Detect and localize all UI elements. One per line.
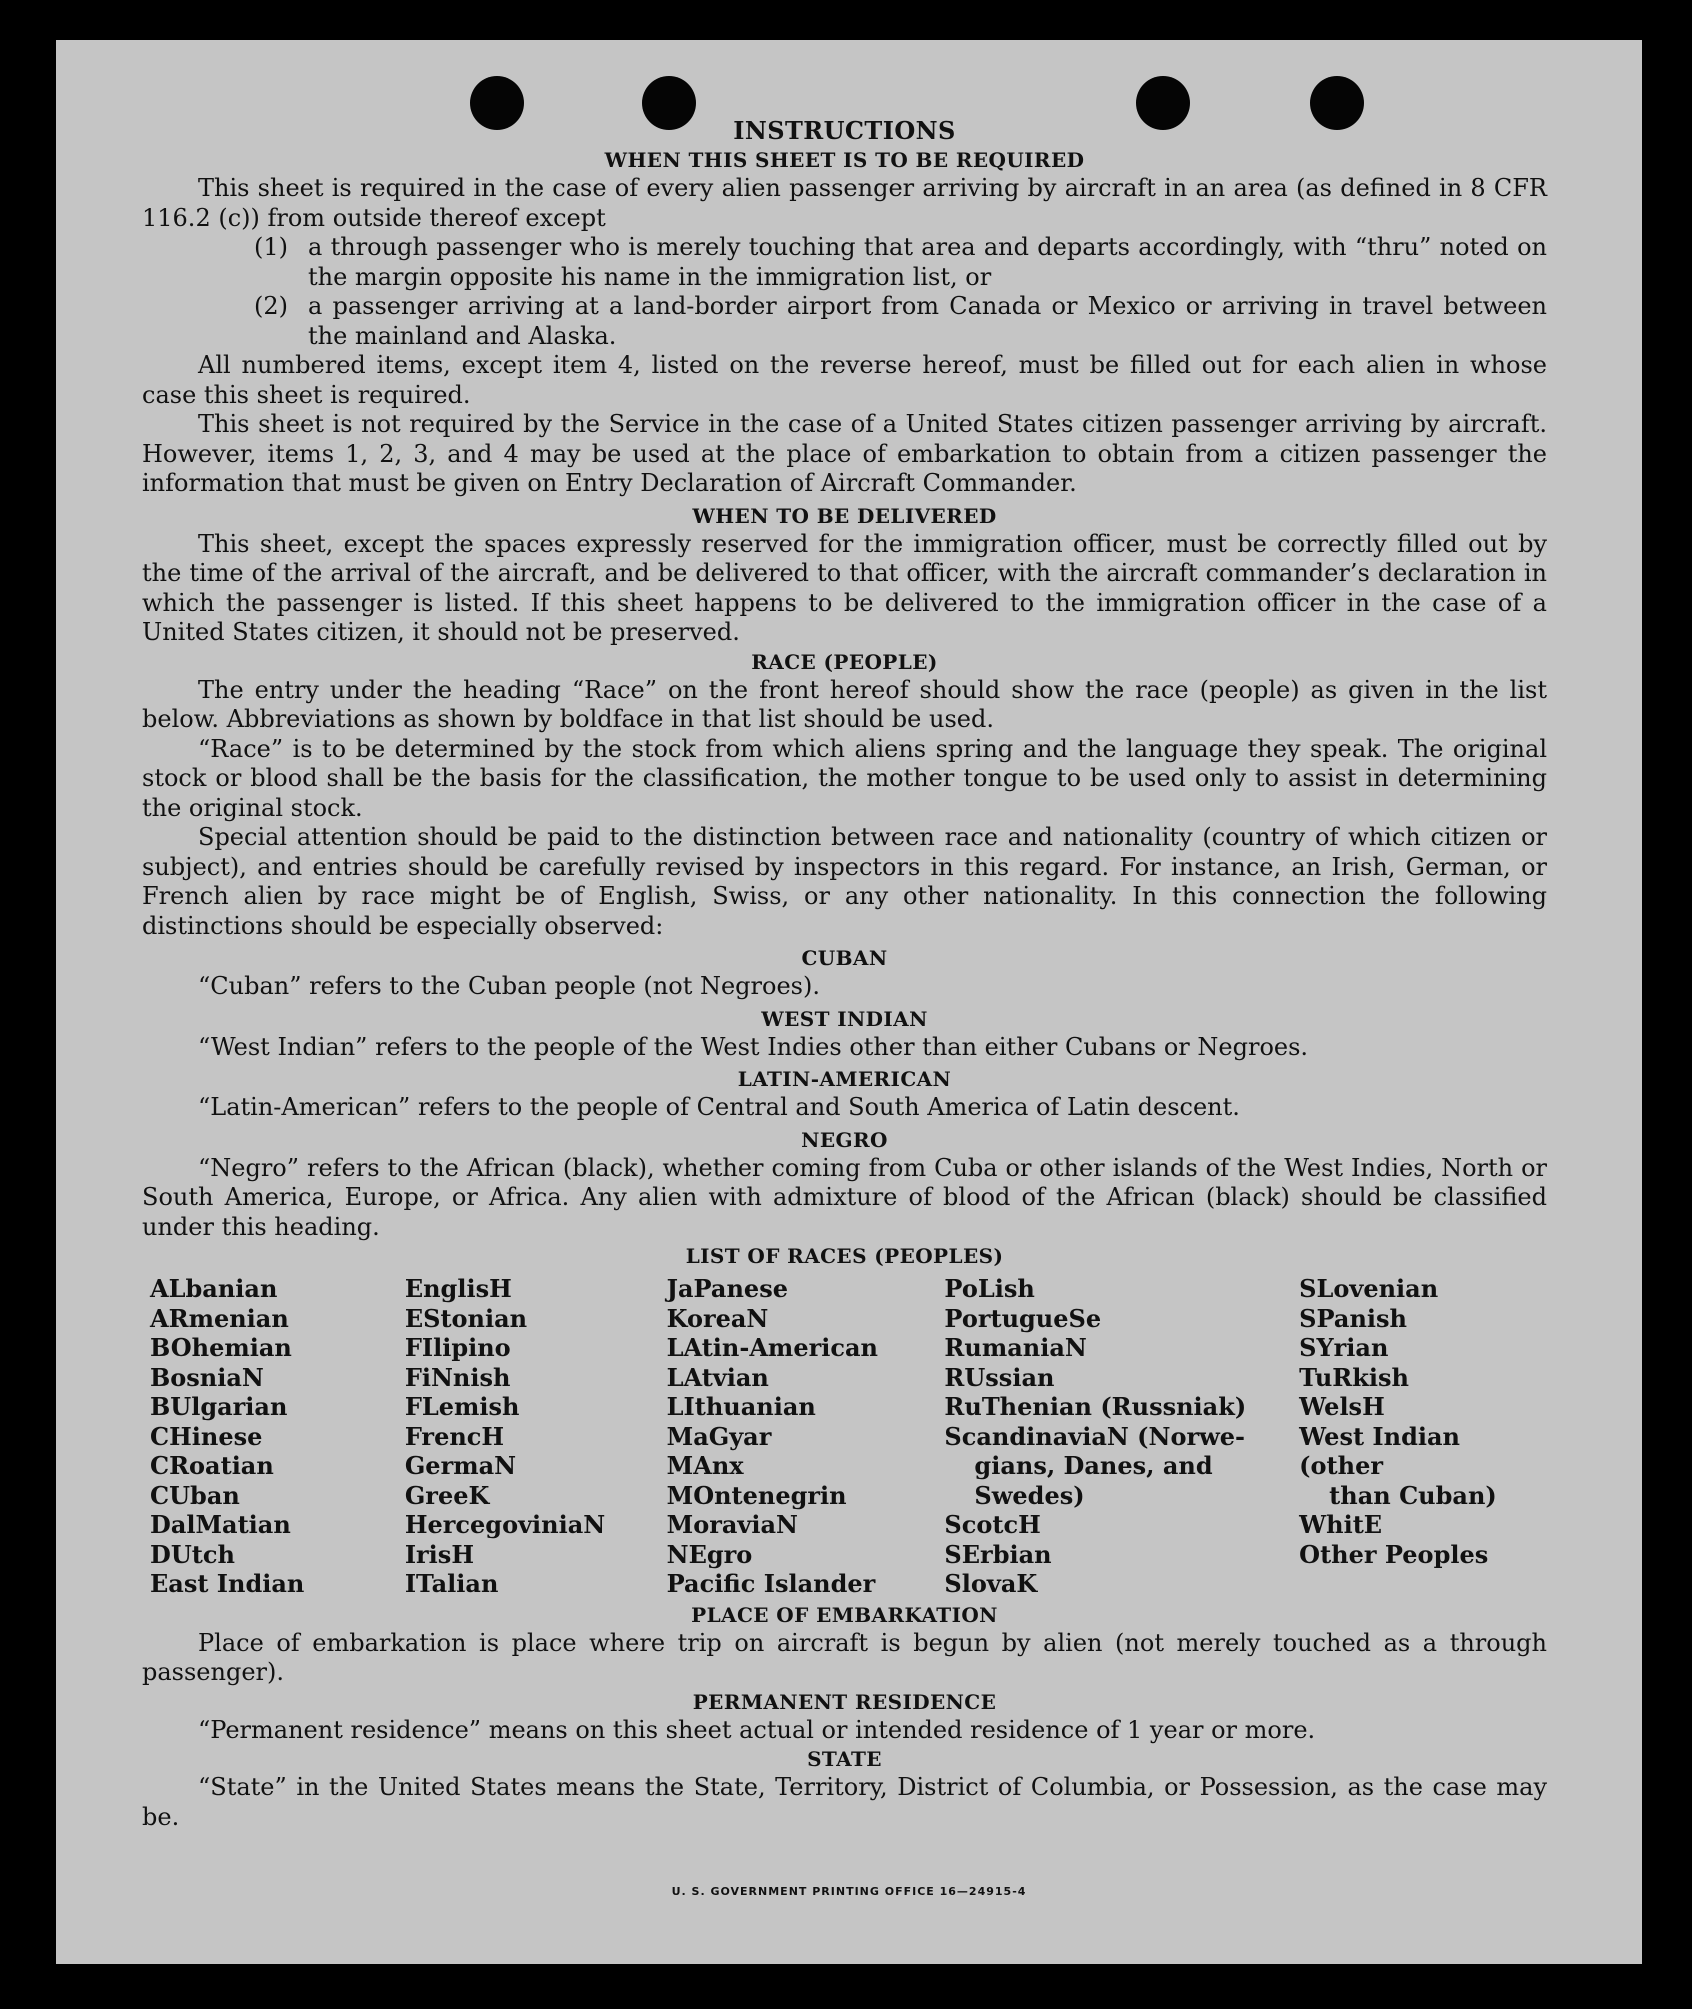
list-item: than Cuban) [1329,1480,1497,1510]
paragraph: “Race” is to be determined by the stock from which aliens spring and the language they speak. The original stock or blood shall be the basis for the classification, the mother tongue to be used only to assist in determining the original stock. [142,734,1547,822]
list-item: TuRkish [1299,1362,1409,1392]
section-heading: PLACE OF EMBARKATION [691,1602,998,1627]
section-heading: LATIN-AMERICAN [737,1067,952,1091]
list-item: East Indian [150,1569,305,1598]
list-item: gians, Danes, and [974,1451,1213,1480]
list-item: SlovaK [944,1569,1038,1598]
list-item: ScandinaviaN (Norwe- [944,1421,1246,1451]
list-item: SPanish [1299,1303,1407,1333]
section-heading: WEST INDIAN [761,1006,928,1031]
list-item: MaGyar [666,1421,772,1451]
paragraph: “Negro” refers to the African (black), whether coming from Cuba or other islands of the West Indies, North or South America, Europe, or Africa. Any alien with admixture of blood of the African (black) should be classified under this heading. [142,1153,1547,1241]
list-item: SLovenian [1299,1274,1439,1303]
list-item: SErbian [944,1539,1052,1569]
paragraph: Special attention should be paid to the distinction between race and nationality (country of which citizen or subject), and entries should be carefully revised by inspectors in this regard. For instance, an Irish, German, or French alien by race might be of English, Swiss, or any other nationality. In this connection the following distinctions should be especially observed: [142,823,1547,940]
section-heading: WHEN THIS SHEET IS TO BE REQUIRED [604,148,1085,172]
section-heading: STATE [807,1747,882,1771]
paragraph: This sheet is required in the case of every alien passenger arriving by aircraft in an area (as defined in 8 CFR 116.2 (c)) from outside thereof except [142,174,1547,232]
list-item: MOntenegrin [666,1480,847,1510]
list-item: ALbanian [150,1274,278,1303]
race-column [667,1274,945,1599]
list-item: GermaN [404,1451,517,1480]
list-item: BOhemian [150,1333,292,1362]
list-item: ARmenian [150,1303,289,1333]
list-item: KoreaN [666,1303,769,1333]
race-column [944,1274,1299,1599]
list-item: DUtch [150,1539,235,1569]
race-column [405,1274,667,1599]
race-column [1299,1274,1547,1599]
list-item: RuThenian (Russniak) [944,1392,1247,1421]
printing-office-footer: U. S. GOVERNMENT PRINTING OFFICE 16—24915-4 [671,1885,1027,1898]
list-item: (1) a through passenger who is merely touching that area and departs accordingly, with “thru” noted on the margin opposite his name in the immigration list, or [254,233,1547,291]
list-item: LAtin-American [666,1333,878,1362]
section-heading: NEGRO [801,1127,888,1152]
list-item: Swedes) [974,1480,1085,1510]
list-item: JaPanese [666,1274,788,1303]
list-item: ITalian [404,1569,499,1598]
paragraph: All numbered items, except item 4, listed on the reverse hereof, must be filled out for each alien in whose case this sheet is required. [142,351,1547,409]
list-item: WelsH [1299,1392,1385,1421]
paragraph: “Cuban” refers to the Cuban people (not Negroes). [198,972,820,1000]
section-heading: PERMANENT RESIDENCE [692,1689,997,1714]
exception-list [142,233,1547,351]
list-item: West Indian (other [1299,1421,1460,1480]
section-heading: CUBAN [801,946,888,970]
list-item: NEgro [666,1539,753,1569]
paragraph: Place of embarkation is place where trip on aircraft is begun by alien (not merely touched as a through passenger). [142,1628,1547,1686]
list-item: FiNnish [404,1362,511,1392]
list-item: MoraviaN [666,1510,798,1539]
list-item: HercegoviniaN [404,1510,606,1539]
list-item: CUban [150,1480,240,1510]
list-item: GreeK [404,1480,490,1510]
race-column [150,1274,405,1599]
list-item: RumaniaN [944,1333,1087,1362]
list-item: ScotcH [944,1510,1041,1539]
list-item: Pacific Islander [666,1569,876,1598]
list-item: (2) a passenger arriving at a land-border airport from Canada or Mexico or arriving in travel between the mainland and Alaska. [254,292,1547,350]
paragraph: “West Indian” refers to the people of the West Indies other than either Cubans or Negroes. [198,1032,1309,1061]
paragraph: The entry under the heading “Race” on the front hereof should show the race (people) as given in the list below. Abbreviations as shown by boldface in that list should be used. [142,675,1547,733]
list-item: MAnx [666,1451,744,1480]
list-item: WhitE [1299,1510,1383,1539]
section-heading: WHEN TO BE DELIVERED [692,503,997,528]
page-title: INSTRUCTIONS [733,116,956,145]
paragraph: “Latin-American” refers to the people of Central and South America of Latin descent. [198,1093,1240,1121]
list-item: RUssian [944,1362,1055,1392]
race-list [150,1274,1547,1599]
list-item: CHinese [150,1421,263,1451]
paragraph: “State” in the United States means the State, Territory, District of Columbia, or Possession, as the case may be. [142,1773,1547,1831]
list-item: BUlgarian [150,1392,288,1421]
list-item: FrencH [404,1421,505,1451]
list-item: SYrian [1299,1333,1389,1362]
list-item: EStonian [404,1303,528,1333]
document-sheet [56,40,1642,1964]
list-item: PortugueSe [944,1303,1102,1333]
list-item: LAtvian [666,1362,769,1392]
list-item: FIlipino [404,1333,511,1362]
paragraph: This sheet is not required by the Service in the case of a United States citizen passenger arriving by aircraft. However, items 1, 2, 3, and 4 may be used at the place of embarkation to obtain from a citizen passenger the information that must be given on Entry Declaration of Aircraft Commander. [142,410,1547,497]
list-item: FLemish [404,1392,520,1421]
instructions-content [142,116,1547,1832]
list-item: Other Peoples [1299,1539,1489,1569]
list-item: DalMatian [150,1510,291,1539]
paragraph: “Permanent residence” means on this sheet actual or intended residence of 1 year or more. [198,1715,1316,1744]
list-item: IrisH [404,1539,474,1569]
section-heading: LIST OF RACES (PEOPLES) [685,1244,1004,1268]
list-item: LIthuanian [666,1392,816,1421]
list-item: PoLish [944,1274,1035,1303]
list-item: CRoatian [150,1451,274,1480]
list-item: BosniaN [150,1362,264,1392]
paragraph: This sheet, except the spaces expressly reserved for the immigration officer, must be correctly filled out by the time of the arrival of the aircraft, and be delivered to that officer, with the aircraft commander’s declaration in which the passenger is listed. If this sheet happens to be delivered to the immigration officer in the case of a United States citizen, it should not be preserved. [142,529,1547,646]
list-item: EnglisH [404,1274,512,1303]
section-heading: RACE (PEOPLE) [751,649,938,674]
